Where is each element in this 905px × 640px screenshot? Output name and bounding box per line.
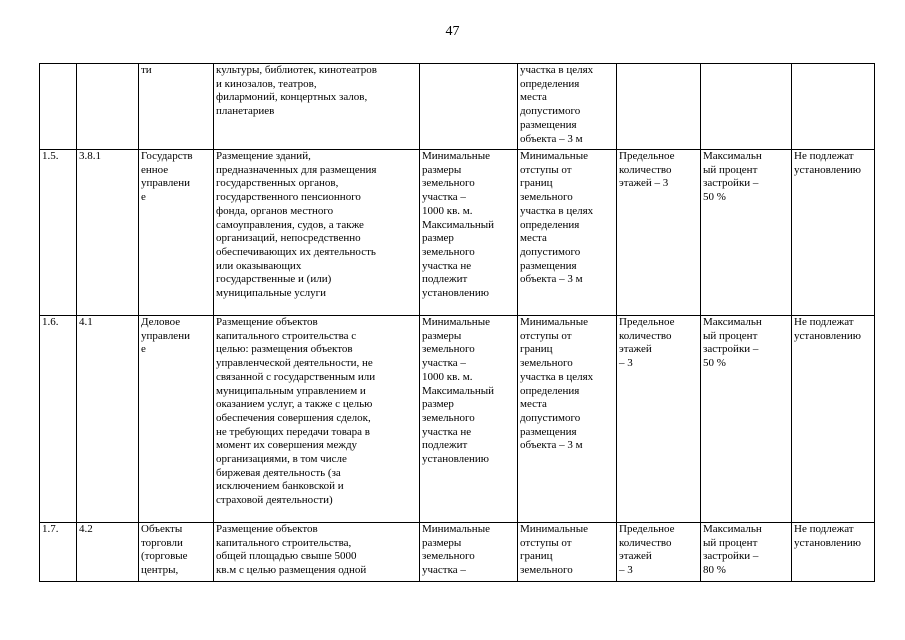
plot-size-cell	[420, 64, 518, 150]
code-cell: 3.8.1	[77, 150, 139, 316]
plot-size-cell: Минимальные размеры земельного участка – 1000 кв. м. Максимальный размер земельного участка не подлежит установлению	[420, 150, 518, 316]
table-row	[40, 64, 875, 150]
page-number: 47	[445, 24, 460, 39]
floors-cell: Предельное количество этажей – 3	[617, 316, 701, 523]
coverage-cell: Максимальн ый процент застройки – 50 %	[701, 150, 792, 316]
plot-size-cell: Минимальные размеры земельного участка – 1000 кв. м. Максимальный размер земельного участка не подлежит установлению	[420, 316, 518, 523]
floors-cell: Предельное количество этажей – 3	[617, 523, 701, 582]
description-cell: Размещение объектов капитального строительства с целью: размещения объектов управленческой деятельности, не связанной с государственным или муниципальным управлением и оказанием услуг, а также с целью обеспечения совершения сделок, не требующих передачи товара в момент их совершения между организациями, в том числе биржевая деятельность (за исключением банковской и страховой деятельности)	[214, 316, 420, 523]
other-cell: Не подлежат установлению	[792, 150, 875, 316]
row-number-cell	[40, 64, 77, 150]
use-name-cell: ти	[139, 64, 214, 150]
other-cell: Не подлежат установлению	[792, 523, 875, 582]
table-row	[40, 150, 875, 316]
plot-size-cell: Минимальные размеры земельного участка –	[420, 523, 518, 582]
row-number-cell: 1.6.	[40, 316, 77, 523]
use-name-cell: Деловое управлени е	[139, 316, 214, 523]
description-cell: Размещение объектов капитального строительства, общей площадью свыше 5000 кв.м с целью размещения одной	[214, 523, 420, 582]
setbacks-cell: Минимальные отступы от границ земельного участка в целях определения места допустимого размещения объекта – 3 м	[518, 316, 617, 523]
table-row	[40, 523, 875, 582]
use-name-cell: Государств енное управлени е	[139, 150, 214, 316]
floors-cell	[617, 64, 701, 150]
code-cell	[77, 64, 139, 150]
table-row	[40, 316, 875, 523]
coverage-cell: Максимальн ый процент застройки – 80 %	[701, 523, 792, 582]
other-cell: Не подлежат установлению	[792, 316, 875, 523]
row-number-cell: 1.7.	[40, 523, 77, 582]
code-cell: 4.1	[77, 316, 139, 523]
setbacks-cell: Минимальные отступы от границ земельного участка в целях определения места допустимого размещения объекта – 3 м	[518, 150, 617, 316]
floors-cell: Предельное количество этажей – 3	[617, 150, 701, 316]
description-cell: Размещение зданий, предназначенных для размещения государственных органов, государственного пенсионного фонда, органов местного самоуправления, судов, а также организаций, непосредственно обеспечивающих их деятельность или оказывающих государственные и (или) муниципальные услуги	[214, 150, 420, 316]
code-cell: 4.2	[77, 523, 139, 582]
setbacks-cell: Минимальные отступы от границ земельного	[518, 523, 617, 582]
use-name-cell: Объекты торговли (торговые центры,	[139, 523, 214, 582]
description-cell: культуры, библиотек, кинотеатров и кинозалов, театров, филармоний, концертных залов, планетариев	[214, 64, 420, 150]
setbacks-cell: участка в целях определения места допустимого размещения объекта – 3 м	[518, 64, 617, 150]
coverage-cell	[701, 64, 792, 150]
coverage-cell: Максимальн ый процент застройки – 50 %	[701, 316, 792, 523]
zoning-regulations-table	[39, 63, 875, 582]
row-number-cell: 1.5.	[40, 150, 77, 316]
other-cell	[792, 64, 875, 150]
